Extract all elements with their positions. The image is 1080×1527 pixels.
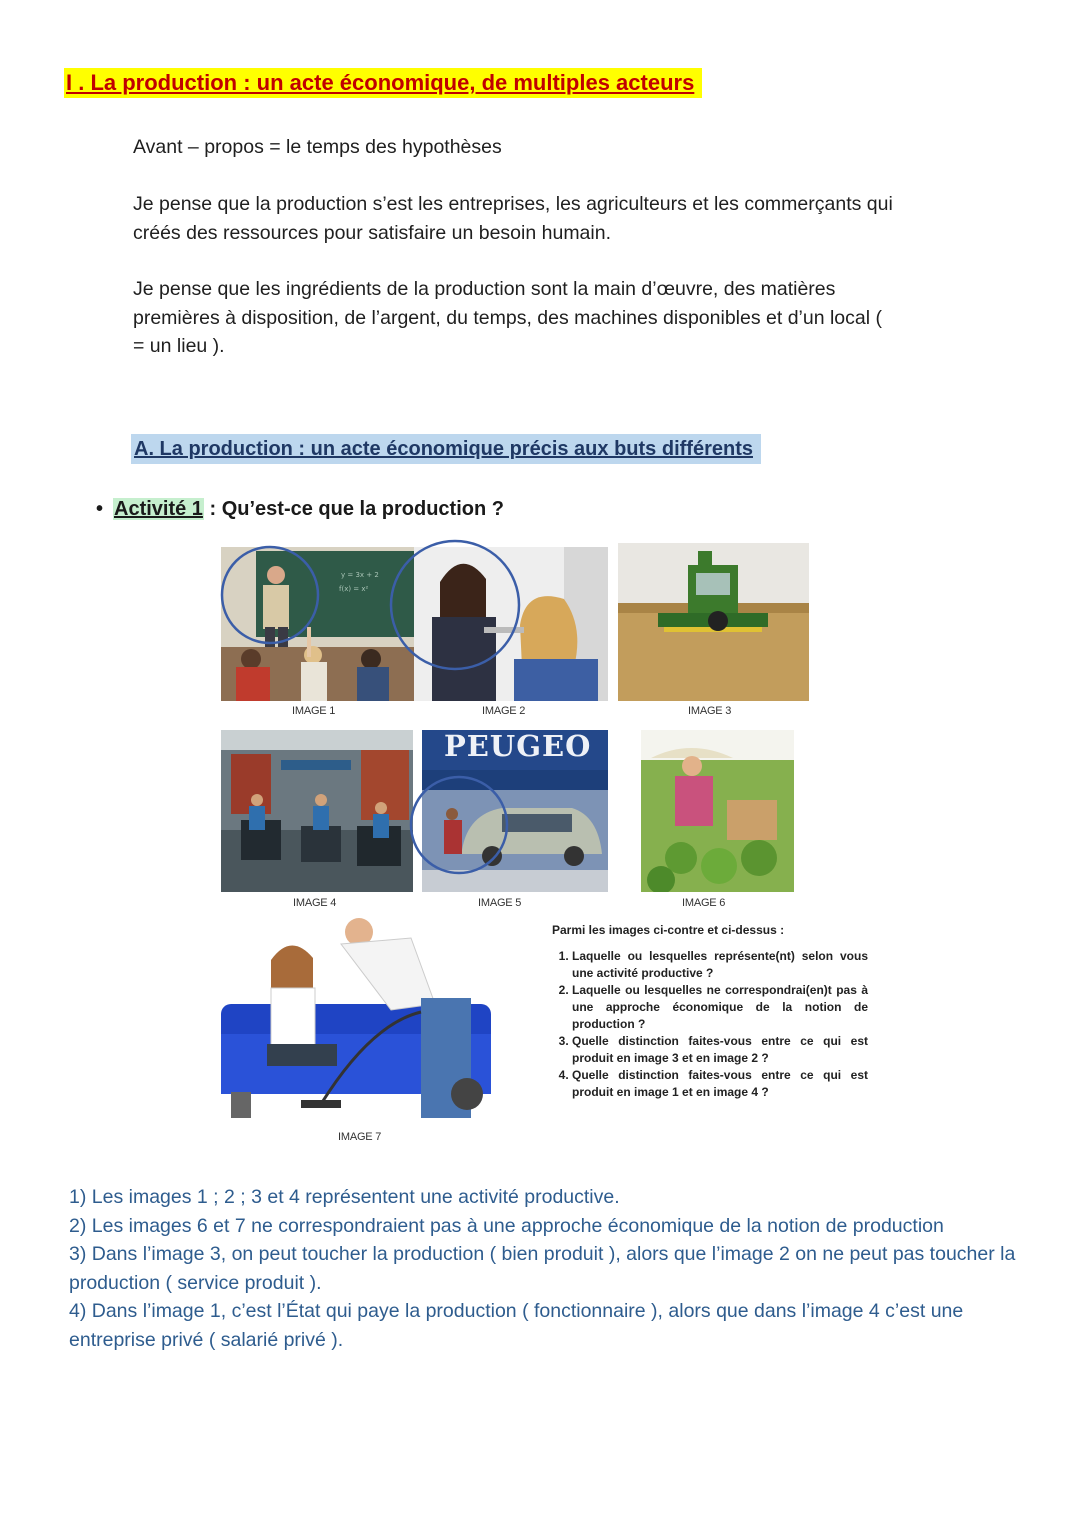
answer-4: 4) Dans l’image 1, c’est l’État qui paye la production ( fonctionnaire ), alors que dans l’image 4 c’est une entreprise privé ( salarié privé ). bbox=[69, 1300, 964, 1351]
answer-2: 2) Les images 6 et 7 ne correspondraient pas à une approche économique de la notion de production bbox=[69, 1214, 944, 1237]
questions-intro: Parmi les images ci-contre et ci-dessus : bbox=[552, 923, 785, 937]
image-7-caption: IMAGE 7 bbox=[338, 1131, 382, 1143]
image-4-caption: IMAGE 4 bbox=[293, 897, 337, 909]
questions-list bbox=[552, 948, 868, 1101]
activity-heading bbox=[96, 495, 504, 523]
answer-1: 1) Les images 1 ; 2 ; 3 et 4 représentent une activité productive. bbox=[69, 1186, 620, 1208]
hypothesis-paragraph-1: Je pense que la production s’est les entreprises, les agriculteurs et les commerçants qui créés des ressources pour satisfaire un besoin humain. bbox=[133, 193, 893, 244]
image-1-caption: IMAGE 1 bbox=[292, 705, 336, 717]
hypothesis-paragraph-2: Je pense que les ingrédients de la production sont la main d’œuvre, des matières premières à disposition, de l’argent, du temps, des machines disponibles et d’un local ( = un lieu ). bbox=[133, 278, 882, 357]
image-5-caption: IMAGE 5 bbox=[478, 897, 522, 909]
question-item: 1. Laquelle ou lesquelles représente(nt) selon vous une activité productive ? bbox=[572, 948, 868, 982]
image-3-harvester bbox=[618, 543, 809, 701]
image-4-factory bbox=[221, 730, 413, 892]
image-5-brand: PEUGEO bbox=[444, 729, 592, 763]
activity-question: : Qu’est-ce que la production ? bbox=[203, 498, 504, 520]
answer-3: 3) Dans l’image 3, on peut toucher la production ( bien produit ), alors que l’image 2 on ne peut pas toucher la production ( service produit ). bbox=[69, 1243, 1016, 1294]
activity-label: Activité 1 bbox=[114, 498, 203, 520]
image-7-vacuuming bbox=[221, 914, 520, 1126]
section-heading: I . La production : un acte économique, de multiples acteurs bbox=[64, 68, 702, 98]
image-6-caption: IMAGE 6 bbox=[682, 897, 726, 909]
image-2-caption: IMAGE 2 bbox=[482, 705, 526, 717]
question-item: 3. Quelle distinction faites-vous entre ce qui est produit en image 3 et en image 2 ? bbox=[572, 1033, 868, 1067]
subsection-heading: A. La production : un acte économique précis aux buts différents bbox=[131, 434, 761, 464]
svg-text:f(x) = x²: f(x) = x² bbox=[339, 585, 369, 593]
bullet-icon: • bbox=[96, 498, 104, 520]
intro-title: Avant – propos = le temps des hypothèses bbox=[133, 136, 502, 158]
image-3-caption: IMAGE 3 bbox=[688, 705, 732, 717]
image-1-classroom bbox=[221, 547, 414, 701]
question-item: 2. Laquelle ou lesquelles ne correspondrai(en)t pas à une approche économique de la notion de production ? bbox=[572, 982, 868, 1033]
answers-block bbox=[69, 1183, 1044, 1354]
image-6-gardener bbox=[641, 730, 794, 892]
image-2-hairdresser bbox=[414, 547, 608, 701]
question-item: 4. Quelle distinction faites-vous entre ce qui est produit en image 1 et en image 4 ? bbox=[572, 1067, 868, 1101]
questions-box bbox=[552, 922, 868, 1101]
svg-text:y = 3x + 2: y = 3x + 2 bbox=[341, 571, 379, 579]
